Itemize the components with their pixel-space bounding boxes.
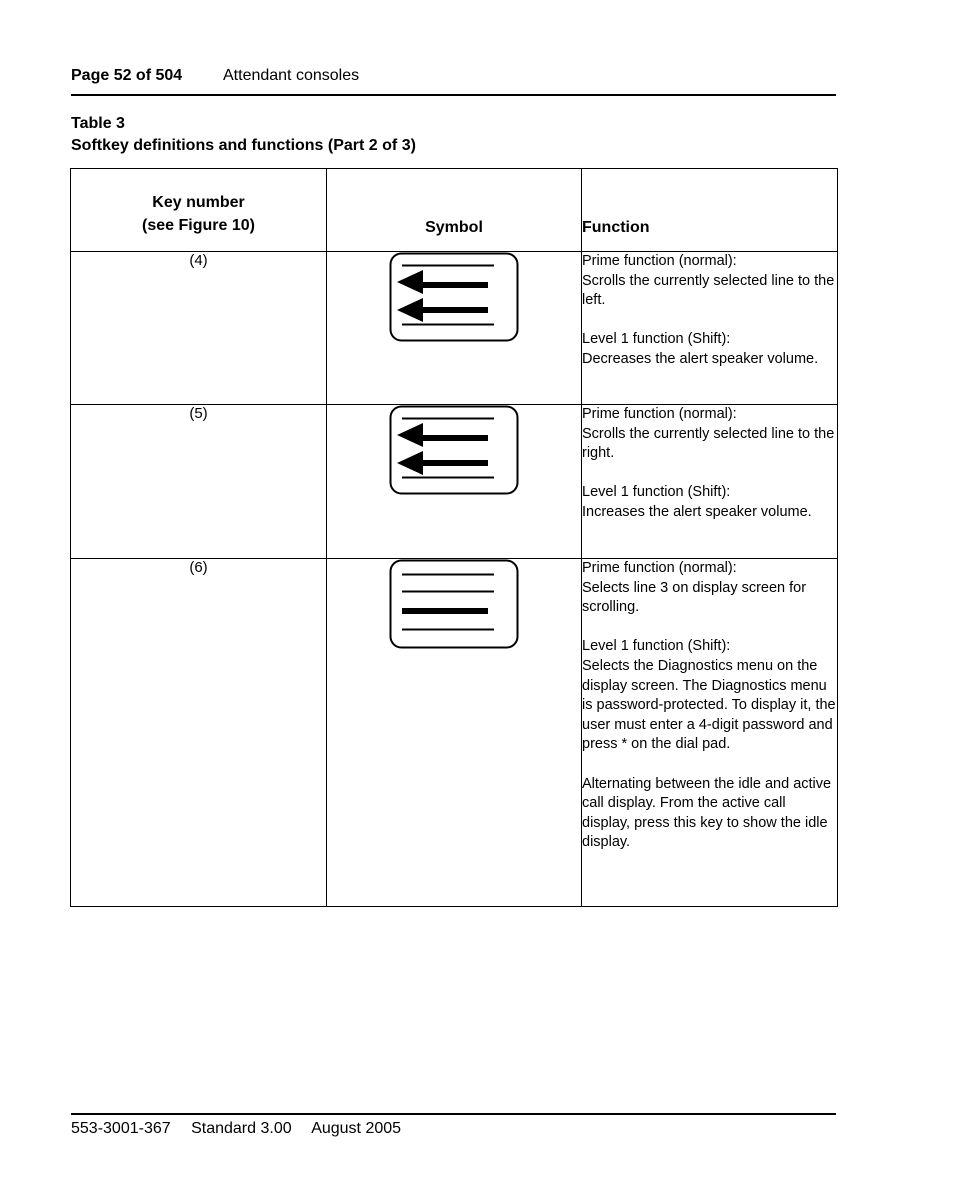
scroll-right-icon — [389, 405, 519, 495]
key-header-line1: Key number — [152, 194, 245, 211]
document-standard: Standard 3.00 — [191, 1120, 292, 1137]
key-number: (4) — [71, 252, 327, 405]
prime-function — [582, 252, 837, 311]
table-row — [71, 405, 838, 559]
level1-function — [582, 483, 837, 522]
key-header-line2: (see Figure 10) — [142, 217, 255, 234]
document-number: 553-3001-367 — [71, 1120, 171, 1137]
level1-function-text: Decreases the alert speaker volume. — [582, 350, 819, 367]
prime-function — [582, 405, 837, 464]
prime-function-text: Scrolls the currently selected line to the left. — [582, 272, 835, 309]
table-number: Table 3 — [71, 115, 125, 132]
function-cell — [582, 252, 838, 405]
document-date: August 2005 — [311, 1120, 402, 1137]
level1-function-label: Level 1 function (Shift): — [582, 331, 731, 348]
table-caption — [71, 113, 416, 157]
alternate-function-note: Alternating between the idle and active call display. From the active call display, press this key to show the idle display. — [582, 775, 832, 851]
prime-function-label: Prime function (normal): — [582, 560, 737, 576]
page-header — [71, 66, 836, 96]
select-line-3-icon — [389, 559, 519, 649]
key-number: (5) — [71, 405, 327, 559]
softkey-table — [70, 168, 838, 907]
prime-function — [582, 559, 837, 618]
prime-function-label: Prime function (normal): — [582, 406, 737, 422]
symbol-cell — [327, 559, 582, 907]
key-number: (6) — [71, 559, 327, 907]
page-footer — [71, 1113, 836, 1138]
symbol-cell — [327, 405, 582, 559]
table-row — [71, 252, 838, 405]
scroll-left-icon — [389, 252, 519, 342]
page-number: Page 52 of 504 — [71, 67, 183, 84]
level1-function-label: Level 1 function (Shift): — [582, 484, 731, 501]
function-cell — [582, 405, 838, 559]
prime-function-text: Scrolls the currently selected line to the right. — [582, 425, 835, 462]
level1-function-label: Level 1 function (Shift): — [582, 638, 731, 655]
level1-function-text: Increases the alert speaker volume. — [582, 503, 812, 520]
section-title: Attendant consoles — [223, 67, 360, 84]
column-header-symbol: Symbol — [327, 169, 582, 252]
table-header-row — [71, 169, 838, 252]
table-row — [71, 559, 838, 907]
level1-function-text: Selects the Diagnostics menu on the display screen. The Diagnostics menu is password-protected. To display it, the user must enter a 4-digit password and press * on the dial pad. — [582, 657, 836, 753]
column-header-key-number — [71, 169, 327, 252]
level1-function — [582, 330, 837, 369]
symbol-cell — [327, 252, 582, 405]
table-title: Softkey definitions and functions (Part 2 of 3) — [71, 137, 416, 154]
prime-function-text: Selects line 3 on display screen for scrolling. — [582, 579, 807, 616]
level1-function — [582, 637, 837, 755]
function-cell — [582, 559, 838, 907]
column-header-function: Function — [582, 169, 838, 252]
prime-function-label: Prime function (normal): — [582, 253, 737, 269]
